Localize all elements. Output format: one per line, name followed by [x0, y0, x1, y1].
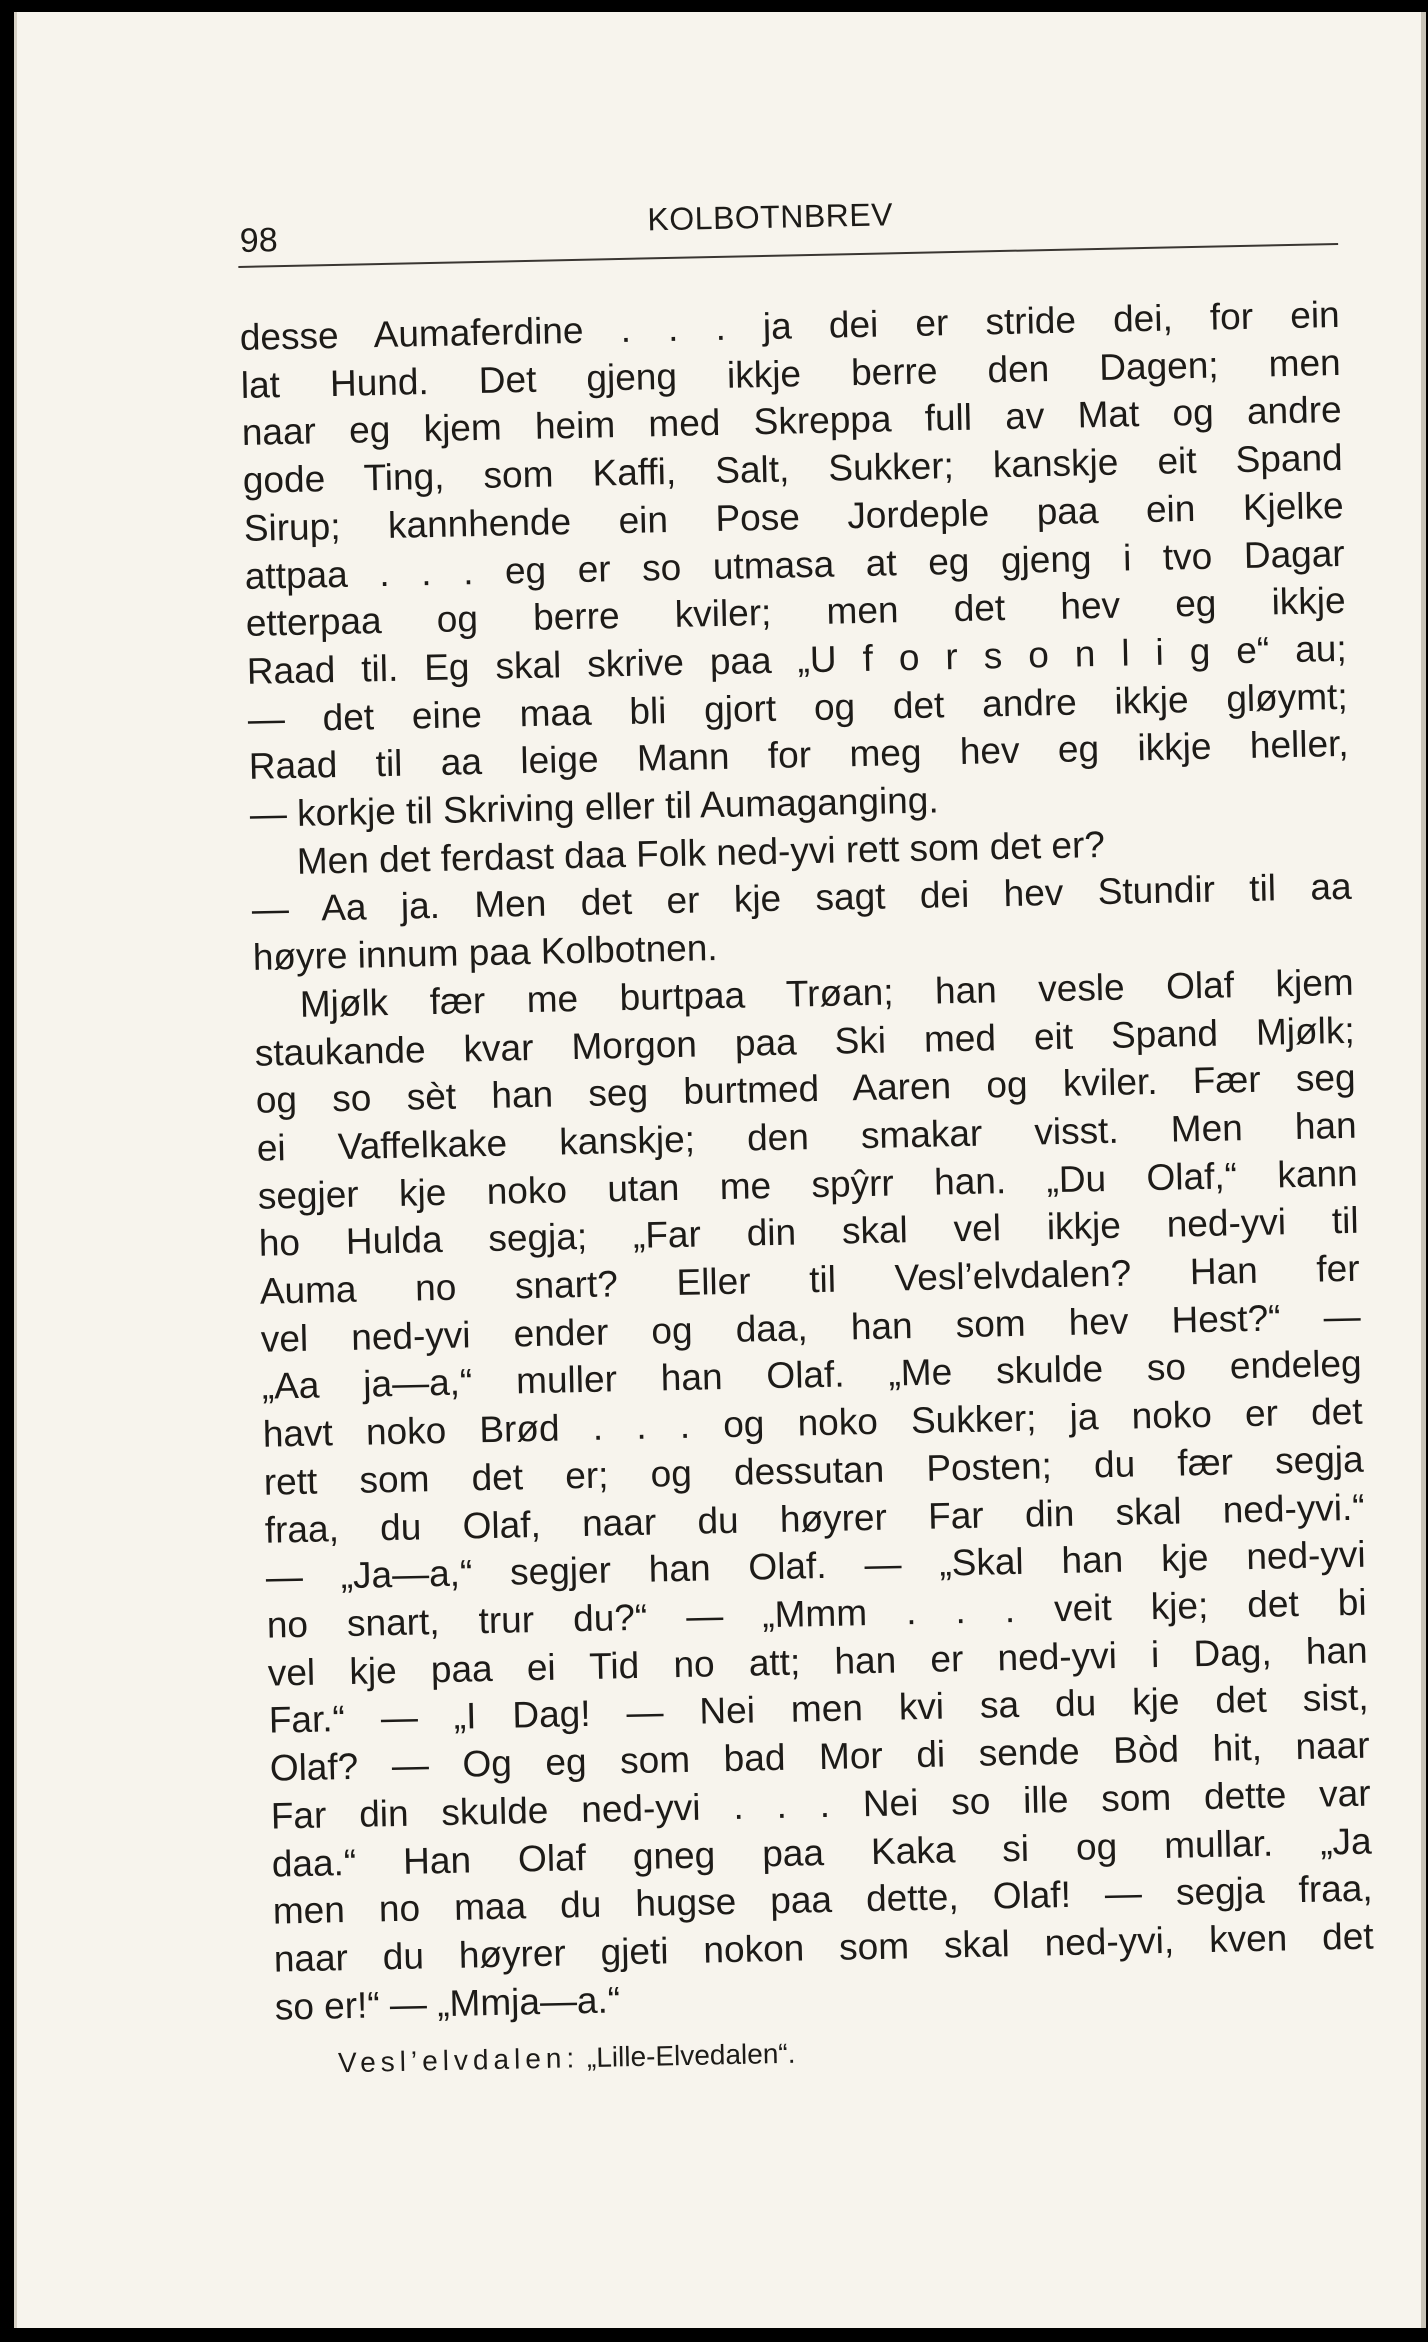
- text-line: so er!“ — „Mmja—a.“: [274, 1978, 621, 2028]
- text-line: ho Hulda segja; „Far din skal vel ikkje ned-yvi til: [258, 1200, 1360, 1265]
- text-line: gode Ting, som Kaffi, Salt, Sukker; kanskje eit Spand: [242, 437, 1344, 502]
- text-line: rett som det er; og dessutan Posten; du fær segja: [263, 1438, 1365, 1503]
- text-line: ei Vaffelkake kanskje; den smakar visst. Men han: [256, 1104, 1358, 1169]
- body-text: [239, 291, 1375, 2031]
- footnote-gloss: „Lille-Elvedalen“.: [586, 2038, 796, 2074]
- text-line: Far.“ — „I Dag! — Nei men kvi sa du kje det sist,: [268, 1677, 1369, 1742]
- text-line: Far din skulde ned-yvi . . . Nei so ille som dette var: [270, 1772, 1371, 1837]
- text-line: lat Hund. Det gjeng ikkje berre den Dagen; men: [240, 341, 1342, 406]
- text-line: Sirup; kannhende ein Pose Jordeple paa ein Kjelke: [243, 484, 1345, 549]
- running-head: [237, 179, 1338, 268]
- book-page: [14, 12, 1426, 2328]
- text-line: høyre innum paa Kolbotnen.: [252, 927, 719, 978]
- footnote: [276, 2022, 1377, 2085]
- text-line: „Aa ja—a,“ muller han Olaf. „Me skulde so endeleg: [261, 1343, 1363, 1408]
- text-line: men no maa du hugse paa dette, Olaf! — segja fraa,: [272, 1867, 1373, 1932]
- text-line: Mjølk fær me burtpaa Trøan; han vesle Olaf kjem: [299, 961, 1355, 1025]
- page-number: 98: [239, 221, 279, 260]
- text-line: — det eine maa bli gjort og det andre ikkje gløymt;: [247, 675, 1349, 740]
- text-line: vel kje paa ei Tid no att; han er ned-yvi i Dag, han: [267, 1629, 1368, 1694]
- text-line: Raad til aa leige Mann for meg hev eg ikkje heller,: [248, 723, 1350, 788]
- text-line: no snart, trur du?“ — „Mmm . . . veit kje; det bi: [266, 1581, 1367, 1646]
- text-line: Men det ferdast daa Folk ned-yvi rett som det er?: [296, 823, 1106, 882]
- page-content: [237, 179, 1376, 2085]
- footnote-term: Vesl’elvdalen:: [337, 2042, 580, 2079]
- text-line: og so sèt han seg burtmed Aaren og kviler. Fær seg: [255, 1057, 1357, 1122]
- text-line: segjer kje noko utan me spŷrr han. „Du Olaf,“ kann: [257, 1152, 1359, 1217]
- text-line: — Aa ja. Men det er kje sagt dei hev Stundir til aa: [251, 866, 1353, 931]
- text-line: naar du høyrer gjeti nokon som skal ned-yvi, kven det: [273, 1915, 1374, 1980]
- text-line: fraa, du Olaf, naar du høyrer Far din skal ned-yvi.“: [264, 1486, 1366, 1551]
- text-line: Auma no snart? Eller til Vesl’elvdalen? Han fer: [259, 1247, 1361, 1312]
- text-line: staukande kvar Morgon paa Ski med eit Spand Mjølk;: [254, 1009, 1356, 1074]
- text-line: Raad til. Eg skal skrive paa „U f o r s o n l i g e“ au;: [246, 627, 1348, 692]
- text-line: etterpaa og berre kviler; men det hev eg ikkje: [245, 580, 1347, 645]
- text-line: — korkje til Skriving eller til Aumaganging.: [249, 779, 940, 835]
- text-line: daa.“ Han Olaf gneg paa Kaka si og mullar. „Ja: [271, 1820, 1372, 1885]
- text-line: attpaa . . . eg er so utmasa at eg gjeng i tvo Dagar: [244, 532, 1346, 597]
- text-line: desse Aumaferdine . . . ja dei er stride dei, for ein: [239, 293, 1341, 358]
- text-line: naar eg kjem heim med Skreppa full av Mat og andre: [241, 389, 1343, 454]
- text-line: — „Ja—a,“ segjer han Olaf. — „Skal han kje ned-yvi: [265, 1533, 1367, 1598]
- text-line: Olaf? — Og eg som bad Mor di sende Bòd hit, naar: [269, 1724, 1370, 1789]
- running-title: KOLBOTNBREV: [647, 196, 894, 238]
- text-line: havt noko Brød . . . og noko Sukker; ja noko er det: [262, 1390, 1364, 1455]
- text-line: vel ned-yvi ender og daa, han som hev Hest?“ —: [260, 1295, 1362, 1360]
